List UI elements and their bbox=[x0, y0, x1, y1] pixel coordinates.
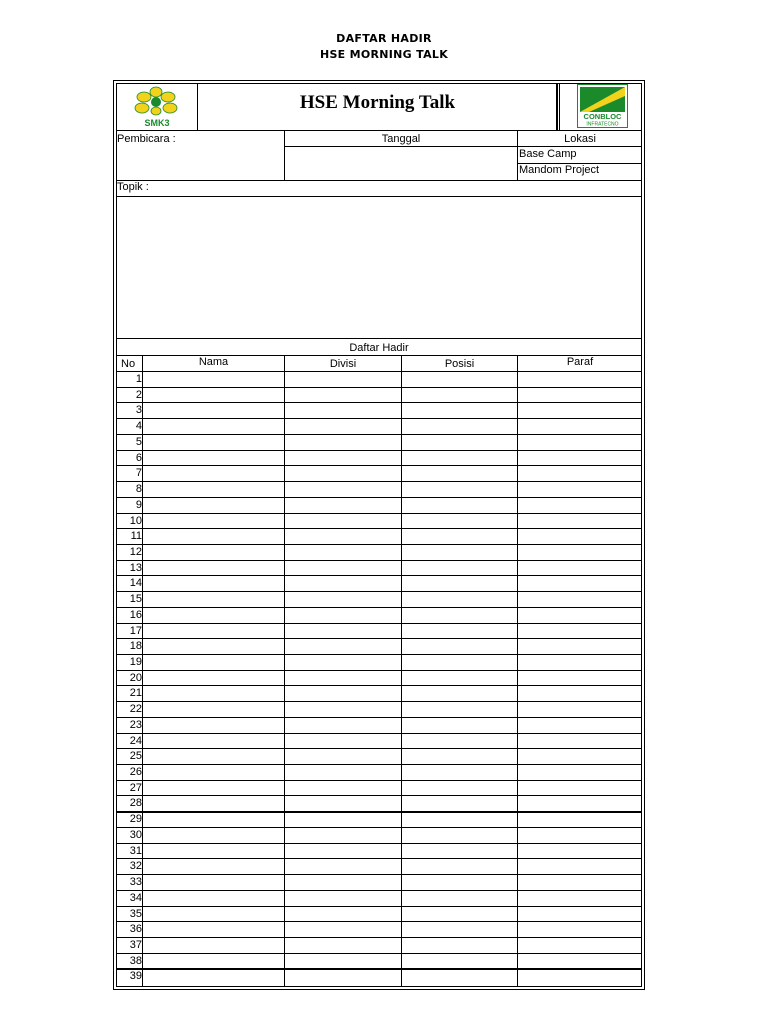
table-row-line bbox=[116, 402, 642, 403]
row-number: 23 bbox=[129, 718, 142, 731]
row-number: 8 bbox=[135, 483, 142, 495]
table-row-line bbox=[116, 811, 642, 813]
document-heading-line1: DAFTAR HADIR bbox=[336, 32, 432, 45]
topik-line bbox=[116, 196, 642, 197]
row-number: 33 bbox=[129, 876, 142, 888]
smk3-logo-text: SMK3 bbox=[144, 118, 170, 128]
table-row-line bbox=[116, 953, 642, 954]
smk3-logo-icon bbox=[130, 84, 182, 128]
table-row-line bbox=[116, 764, 642, 765]
tanggal-label: Tanggal bbox=[381, 133, 421, 145]
row-number: 14 bbox=[129, 577, 142, 590]
row-number: 22 bbox=[129, 703, 142, 716]
form-inner-border bbox=[116, 83, 642, 987]
row-number: 11 bbox=[130, 530, 142, 543]
row-number: 28 bbox=[129, 797, 142, 810]
topik-bottom-line bbox=[116, 338, 642, 339]
row-number: 10 bbox=[129, 514, 142, 527]
table-row-line bbox=[116, 497, 642, 498]
table-row-line bbox=[116, 937, 642, 938]
table-row-line bbox=[116, 827, 642, 828]
table-row-line bbox=[116, 387, 642, 388]
info-bottom-line bbox=[116, 180, 642, 181]
column-header-posisi: Posisi bbox=[444, 358, 475, 370]
row-number: 16 bbox=[129, 608, 142, 621]
row-number: 21 bbox=[129, 687, 142, 700]
row-number: 34 bbox=[129, 891, 142, 904]
table-row-line bbox=[116, 748, 642, 749]
document-heading-line2: HSE MORNING TALK bbox=[319, 48, 449, 61]
table-row-line bbox=[116, 968, 642, 970]
row-number: 30 bbox=[129, 828, 142, 841]
table-row-line bbox=[116, 591, 642, 592]
header-bottom-line bbox=[116, 130, 642, 131]
row-number: 2 bbox=[135, 388, 142, 401]
info-subheader-line bbox=[284, 146, 642, 147]
row-number: 39 bbox=[129, 970, 142, 983]
row-number: 35 bbox=[129, 907, 142, 920]
row-number: 20 bbox=[129, 671, 142, 684]
table-row-line bbox=[116, 733, 642, 734]
row-number: 3 bbox=[135, 404, 142, 417]
conbloc-logo-icon bbox=[577, 84, 628, 128]
header-divider bbox=[559, 83, 560, 130]
table-row-line bbox=[116, 371, 642, 372]
row-number: 15 bbox=[129, 593, 142, 606]
table-row-line bbox=[116, 921, 642, 922]
row-number: 18 bbox=[129, 640, 142, 653]
column-header-no: No bbox=[121, 358, 136, 370]
form-title: HSE Morning Talk bbox=[299, 92, 456, 113]
row-number: 25 bbox=[129, 750, 142, 763]
table-row-line bbox=[116, 450, 642, 451]
row-number: 36 bbox=[129, 923, 142, 936]
table-row-line bbox=[116, 701, 642, 702]
row-number: 17 bbox=[129, 624, 142, 637]
attendance-title: Daftar Hadir bbox=[349, 342, 409, 354]
column-header-divisi: Divisi bbox=[329, 358, 357, 370]
header-divider bbox=[197, 83, 198, 130]
row-number: 19 bbox=[129, 656, 142, 668]
table-row-line bbox=[116, 717, 642, 718]
topik-label: Topik : bbox=[117, 181, 149, 193]
table-row-line bbox=[116, 465, 642, 466]
table-row-line bbox=[116, 513, 642, 514]
table-row-line bbox=[116, 654, 642, 655]
table-row-line bbox=[116, 685, 642, 686]
row-number: 26 bbox=[129, 766, 142, 778]
table-row-line bbox=[116, 418, 642, 419]
table-row-line bbox=[116, 906, 642, 907]
table-row-line bbox=[116, 560, 642, 561]
table-row-line bbox=[116, 890, 642, 891]
table-row-line bbox=[116, 528, 642, 529]
table-row-line bbox=[116, 575, 642, 576]
row-number: 29 bbox=[129, 813, 142, 826]
lokasi-value-basecamp: Base Camp bbox=[519, 148, 577, 160]
table-row-line bbox=[116, 544, 642, 545]
row-number: 32 bbox=[129, 860, 142, 873]
column-header-paraf: Paraf bbox=[566, 356, 594, 368]
table-row-line bbox=[116, 481, 642, 482]
table-row-line bbox=[116, 858, 642, 859]
table-row-line bbox=[116, 623, 642, 624]
conbloc-logo-text: CONBLOC bbox=[583, 112, 622, 121]
row-number: 27 bbox=[129, 781, 142, 794]
row-number: 7 bbox=[135, 467, 142, 480]
row-number: 1 bbox=[135, 373, 142, 385]
lokasi-label: Lokasi bbox=[564, 133, 596, 145]
row-number: 6 bbox=[135, 451, 142, 464]
table-row-line bbox=[116, 638, 642, 639]
lokasi-value-project: Mandom Project bbox=[519, 164, 600, 176]
table-row-line bbox=[116, 434, 642, 435]
row-number: 24 bbox=[129, 734, 142, 747]
row-number: 4 bbox=[135, 420, 142, 433]
row-number: 12 bbox=[129, 545, 142, 558]
table-row-line bbox=[116, 607, 642, 608]
row-number: 5 bbox=[135, 435, 142, 448]
conbloc-logo-subtext: INFRATECNO bbox=[586, 121, 619, 128]
table-row-line bbox=[116, 795, 642, 796]
table-row-line bbox=[116, 780, 642, 781]
column-header-nama: Nama bbox=[198, 356, 229, 368]
row-number: 13 bbox=[129, 561, 142, 574]
row-number: 31 bbox=[129, 844, 142, 857]
pembicara-label: Pembicara : bbox=[117, 133, 176, 145]
table-row-line bbox=[116, 843, 642, 844]
row-number: 37 bbox=[129, 938, 142, 951]
row-number: 9 bbox=[135, 498, 142, 511]
row-number: 38 bbox=[129, 954, 142, 967]
table-row-line bbox=[116, 670, 642, 671]
table-row-line bbox=[116, 874, 642, 875]
header-divider bbox=[556, 83, 558, 130]
